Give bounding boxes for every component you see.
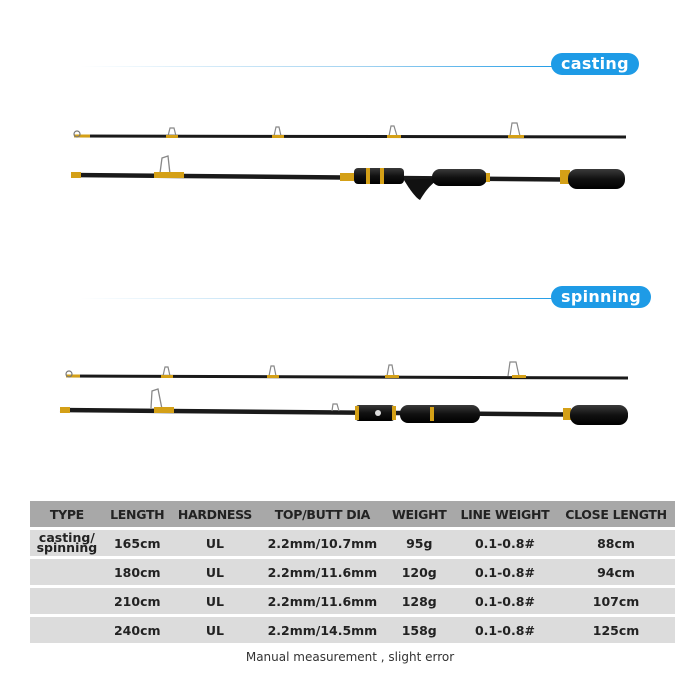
line-weight-cell: 0.1-0.8# (453, 588, 557, 614)
table-header-row (30, 501, 675, 527)
spinning-butt-section (60, 389, 628, 425)
close-length-cell: 107cm (557, 588, 675, 614)
header-type: TYPE (30, 501, 104, 527)
header-length: LENGTH (104, 501, 171, 527)
close-length-cell: 125cm (557, 617, 675, 643)
close-length-cell: 88cm (557, 530, 675, 556)
type-cell (30, 588, 104, 614)
table-row (30, 530, 675, 556)
hardness-cell: UL (171, 530, 259, 556)
dia-cell: 2.2mm/10.7mm (259, 530, 386, 556)
hardness-cell: UL (171, 617, 259, 643)
length-cell: 180cm (104, 559, 171, 585)
dia-cell: 2.2mm/11.6mm (259, 559, 386, 585)
weight-cell: 120g (386, 559, 453, 585)
header-line-weight: LINE WEIGHT (453, 501, 557, 527)
dia-cell: 2.2mm/11.6mm (259, 588, 386, 614)
header-dia: TOP/BUTT DIA (259, 501, 386, 527)
measurement-note: Manual measurement , slight error (245, 650, 455, 664)
hardness-cell: UL (171, 588, 259, 614)
spinning-tip-section (66, 362, 628, 378)
weight-cell: 95g (386, 530, 453, 556)
spinning-label: spinning (551, 286, 651, 308)
hardness-cell: UL (171, 559, 259, 585)
casting-tip-section (74, 123, 626, 138)
line-weight-cell: 0.1-0.8# (453, 559, 557, 585)
casting-butt-section (71, 156, 625, 200)
table-row (30, 559, 675, 585)
header-hardness: HARDNESS (171, 501, 259, 527)
close-length-cell: 94cm (557, 559, 675, 585)
weight-cell: 158g (386, 617, 453, 643)
length-cell: 240cm (104, 617, 171, 643)
table-row (30, 617, 675, 643)
type-cell (30, 559, 104, 585)
line-weight-cell: 0.1-0.8# (453, 617, 557, 643)
weight-cell: 128g (386, 588, 453, 614)
header-close-length: CLOSE LENGTH (557, 501, 675, 527)
length-cell: 210cm (104, 588, 171, 614)
casting-label: casting (551, 53, 639, 75)
type-cell (30, 617, 104, 643)
line-weight-cell: 0.1-0.8# (453, 530, 557, 556)
type-cell (30, 530, 104, 556)
spec-table (30, 498, 675, 646)
dia-cell: 2.2mm/14.5mm (259, 617, 386, 643)
type-value: casting/ spinning (36, 530, 98, 555)
length-cell: 165cm (104, 530, 171, 556)
table-row (30, 588, 675, 614)
header-weight: WEIGHT (386, 501, 453, 527)
